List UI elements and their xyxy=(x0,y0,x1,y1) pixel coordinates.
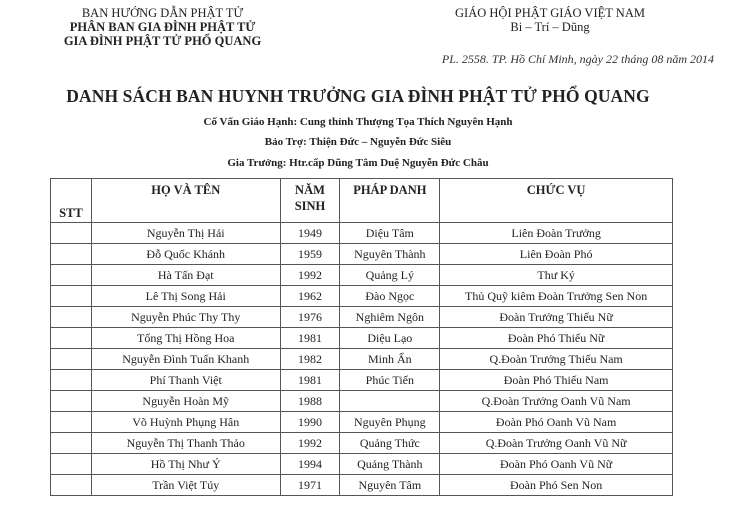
head-line: Gia Trưởng: Htr.cấp Dũng Tâm Duệ Nguyễn Đức Châu xyxy=(227,157,489,169)
cell-dharma: Quảng Thành xyxy=(340,454,440,475)
org-line-1: BAN HƯỚNG DẪN PHẬT TỬ xyxy=(81,6,244,20)
column-header-role: CHỨC VỤ xyxy=(440,179,673,223)
cell-role: Thư Ký xyxy=(440,265,673,286)
roster-table xyxy=(50,178,673,496)
table-row xyxy=(51,349,673,370)
table-row xyxy=(51,475,673,496)
cell-stt xyxy=(51,265,92,286)
cell-year: 1982 xyxy=(280,349,340,370)
cell-name: Nguyễn Thị Hải xyxy=(91,223,280,244)
cell-role: Q.Đoàn Trưởng Oanh Vũ Nam xyxy=(440,391,673,412)
advisor-line: Cố Vấn Giáo Hạnh: Cung thỉnh Thượng Tọa Thích Nguyên Hạnh xyxy=(203,116,513,128)
cell-year: 1990 xyxy=(280,412,340,433)
cell-dharma: Minh Ẩn xyxy=(340,349,440,370)
cell-role: Đoàn Phó Oanh Vũ Nữ xyxy=(440,454,673,475)
table-row xyxy=(51,433,673,454)
cell-name: Đỗ Quốc Khánh xyxy=(91,244,280,265)
cell-year: 1976 xyxy=(280,307,340,328)
cell-year: 1992 xyxy=(280,433,340,454)
cell-role: Liên Đoàn Trưởng xyxy=(440,223,673,244)
table-row xyxy=(51,328,673,349)
cell-year: 1962 xyxy=(280,286,340,307)
cell-dharma: Phúc Tiến xyxy=(340,370,440,391)
cell-dharma: Quảng Lý xyxy=(340,265,440,286)
cell-stt xyxy=(51,244,92,265)
cell-name: Nguyễn Thị Thanh Thảo xyxy=(91,433,280,454)
table-row xyxy=(51,223,673,244)
table-row xyxy=(51,370,673,391)
cell-role: Liên Đoàn Phó xyxy=(440,244,673,265)
cell-stt xyxy=(51,328,92,349)
motto: Bi – Trí – Dũng xyxy=(510,20,590,34)
cell-name: Nguyễn Đình Tuấn Khanh xyxy=(91,349,280,370)
cell-stt xyxy=(51,475,92,496)
column-header-name: HỌ VÀ TÊN xyxy=(91,179,280,223)
column-header-dharma: PHÁP DANH xyxy=(340,179,440,223)
cell-stt xyxy=(51,223,92,244)
cell-role: Đoàn Phó Thiếu Nam xyxy=(440,370,673,391)
cell-year: 1981 xyxy=(280,370,340,391)
table-row xyxy=(51,265,673,286)
cell-role: Đoàn Phó Thiếu Nữ xyxy=(440,328,673,349)
table-header-row xyxy=(51,179,673,223)
table-row xyxy=(51,412,673,433)
cell-dharma: Nguyên Thành xyxy=(340,244,440,265)
cell-name: Phí Thanh Việt xyxy=(91,370,280,391)
cell-year: 1971 xyxy=(280,475,340,496)
organization-header xyxy=(30,6,295,48)
cell-role: Thủ Quỹ kiêm Đoàn Trưởng Sen Non xyxy=(440,286,673,307)
org-line-3: GIA ĐÌNH PHẬT TỬ PHỔ QUANG xyxy=(63,34,262,48)
cell-role: Q.Đoàn Trưởng Oanh Vũ Nữ xyxy=(440,433,673,454)
roster-body xyxy=(51,223,673,496)
cell-dharma: Diệu Tâm xyxy=(340,223,440,244)
cell-name: Tống Thị Hồng Hoa xyxy=(91,328,280,349)
cell-name: Võ Huỳnh Phụng Hân xyxy=(91,412,280,433)
cell-name: Nguyễn Phúc Thy Thy xyxy=(91,307,280,328)
cell-name: Hà Tấn Đạt xyxy=(91,265,280,286)
column-header-year-line2: SINH xyxy=(294,199,326,213)
column-header-year-line1: NĂM xyxy=(295,183,325,197)
cell-stt xyxy=(51,307,92,328)
table-row xyxy=(51,286,673,307)
cell-stt xyxy=(51,391,92,412)
cell-year: 1992 xyxy=(280,265,340,286)
cell-stt xyxy=(51,370,92,391)
cell-name: Trần Việt Túy xyxy=(91,475,280,496)
cell-year: 1949 xyxy=(280,223,340,244)
cell-year: 1981 xyxy=(280,328,340,349)
table-row xyxy=(51,391,673,412)
table-row xyxy=(51,454,673,475)
page-title: DANH SÁCH BAN HUYNH TRƯỞNG GIA ĐÌNH PHẬT TỬ PHỔ QUANG xyxy=(66,86,650,106)
cell-role: Đoàn Trưởng Thiếu Nữ xyxy=(440,307,673,328)
cell-name: Lê Thị Song Hải xyxy=(91,286,280,307)
cell-role: Q.Đoàn Trưởng Thiếu Nam xyxy=(440,349,673,370)
table-row xyxy=(51,244,673,265)
cell-name: Hồ Thị Như Ý xyxy=(91,454,280,475)
cell-stt xyxy=(51,286,92,307)
national-header xyxy=(400,6,700,34)
column-header-stt: STT xyxy=(51,179,92,223)
sponsor-line: Bảo Trợ: Thiện Đức – Nguyễn Đức Siêu xyxy=(264,136,452,148)
date-line: PL. 2558. TP. Hồ Chí Minh, ngày 22 tháng 08 năm 2014 xyxy=(441,52,714,66)
cell-stt xyxy=(51,433,92,454)
cell-year: 1994 xyxy=(280,454,340,475)
cell-dharma: Nguyên Tâm xyxy=(340,475,440,496)
org-line-2: PHÂN BAN GIA ĐÌNH PHẬT TỬ xyxy=(69,20,256,34)
table-row xyxy=(51,307,673,328)
cell-dharma: Diệu Lạo xyxy=(340,328,440,349)
cell-role: Đoàn Phó Sen Non xyxy=(440,475,673,496)
cell-stt xyxy=(51,349,92,370)
cell-dharma xyxy=(340,391,440,412)
cell-year: 1988 xyxy=(280,391,340,412)
cell-dharma: Nghiêm Ngôn xyxy=(340,307,440,328)
cell-name: Nguyễn Hoàn Mỹ xyxy=(91,391,280,412)
cell-stt xyxy=(51,454,92,475)
cell-role: Đoàn Phó Oanh Vũ Nam xyxy=(440,412,673,433)
cell-dharma: Nguyên Phụng xyxy=(340,412,440,433)
cell-dharma: Quảng Thức xyxy=(340,433,440,454)
column-header-year xyxy=(280,179,340,223)
cell-dharma: Đào Ngọc xyxy=(340,286,440,307)
cell-year: 1959 xyxy=(280,244,340,265)
cell-stt xyxy=(51,412,92,433)
national-title: GIÁO HỘI PHẬT GIÁO VIỆT NAM xyxy=(455,6,645,20)
